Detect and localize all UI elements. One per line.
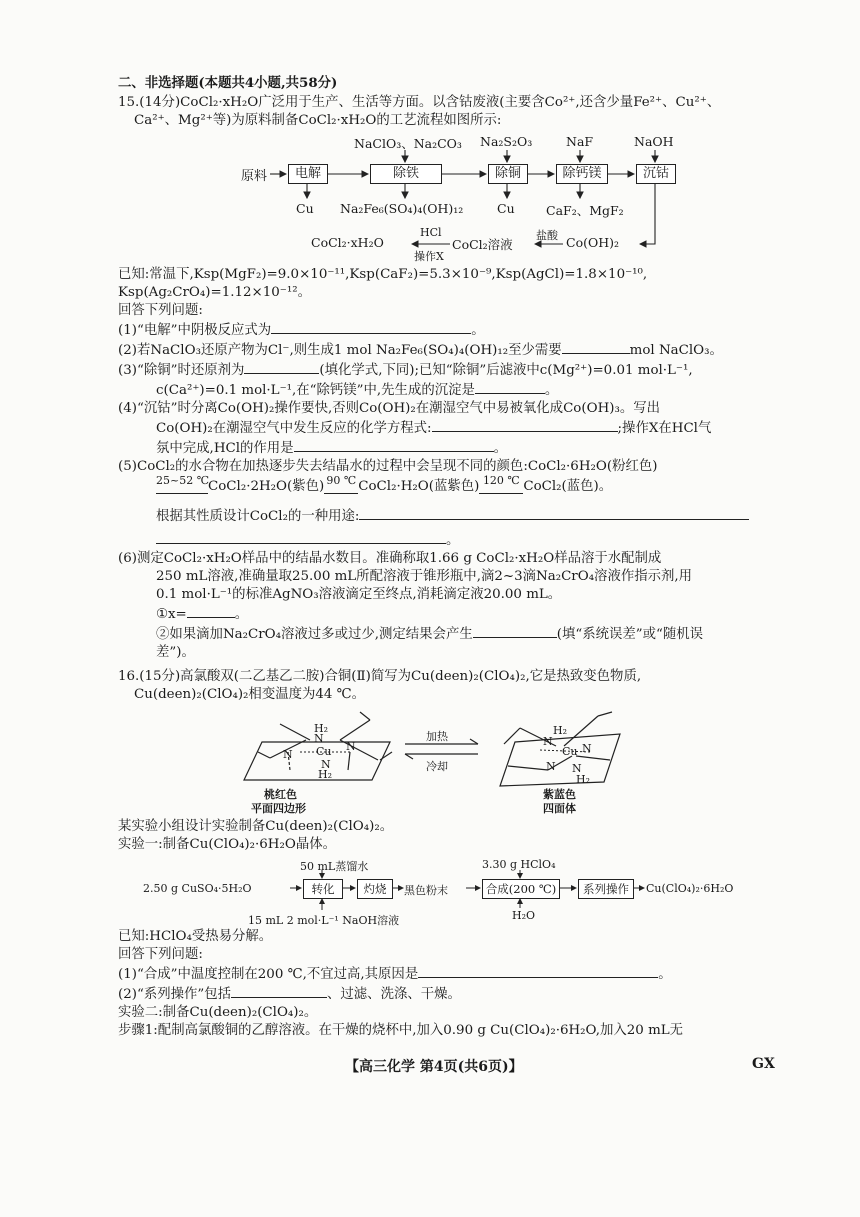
q15-part6-line2: 250 mL溶液,准确量取25.00 mL所配溶液于锥形瓶中,滴2~3滴Na₂CrO₄溶液作指示剂,用 [156, 569, 693, 584]
n-left-bottom: N [321, 758, 331, 771]
raw-material: 原料 [241, 169, 268, 184]
q15-part4-text3: 氛中完成,HCl的作用是 [156, 441, 294, 456]
h2-left-bottom: H₂ [318, 768, 333, 781]
reagent-3: NaF [566, 134, 594, 149]
q15-part6-x: ①x= [156, 607, 187, 622]
q16-part1-text: (1)“合成”中温度控制在200 ℃,不宜过高,其原因是 [118, 967, 419, 982]
q15-part5-text: 根据其性质设计CoCl₂的一种用途: [156, 509, 360, 524]
arrow-25-52: 25~52 ℃ [156, 478, 208, 496]
q15-part6-text2: (填“系统误差”或“随机误 [556, 627, 704, 642]
cobalt-hydroxide: Co(OH)₂ [566, 235, 620, 250]
n-left-2: N [346, 740, 356, 753]
reagent-2: Na₂S₂O₃ [480, 134, 533, 149]
operation-x-label: 操作X [414, 250, 444, 263]
cocl2-solution: CoCl₂溶液 [452, 237, 513, 252]
step-series-ops: 系列操作 [578, 879, 634, 899]
byproduct-1: Cu [296, 201, 314, 216]
cuclo4-product: Cu(ClO₄)₂·6H₂O [646, 882, 734, 895]
hcl-label: HCl [420, 226, 442, 239]
step-burn: 灼烧 [357, 879, 393, 899]
dihydrate: CoCl₂·2H₂O(紫色) [208, 479, 325, 494]
footer-code: GX [752, 1056, 775, 1072]
cu-right: Cu [562, 745, 578, 758]
q16-answer-prompt: 回答下列问题: [118, 947, 203, 962]
q16-flow-arrows [0, 850, 860, 930]
anhydrous: CoCl₂(蓝色)。 [523, 479, 613, 494]
h2-right-top: H₂ [553, 724, 568, 737]
final-product: CoCl₂·xH₂O [311, 235, 384, 250]
cu-left: Cu [316, 745, 332, 758]
q15-part4-text: Co(OH)₂在潮湿空气中发生反应的化学方程式: [156, 421, 432, 436]
reagent-1: NaClO₃、Na₂CO₃ [354, 136, 462, 151]
section-header: 二、非选择题(本题共4小题,共58分) [118, 75, 338, 91]
q15-known-1: 已知:常温下,Ksp(MgF₂)=9.0×10⁻¹¹,Ksp(CaF₂)=5.3×10⁻⁹,Ksp(AgCl)=1.8×10⁻¹⁰, [118, 267, 648, 282]
n-right-bottom: N [572, 762, 582, 775]
q15-intro-line2: Ca²⁺、Mg²⁺等)为原料制备CoCl₂·xH₂O的工艺流程如图所示: [134, 113, 502, 128]
q16-questions [118, 928, 783, 1040]
h2-right-bottom: H₂ [576, 773, 591, 786]
right-color: 紫蓝色 [543, 788, 576, 801]
left-color: 桃红色 [264, 788, 297, 801]
q15-answer-prompt: 回答下列问题: [118, 303, 203, 318]
arrow-120: 120 ℃ [479, 478, 523, 496]
q16-exp1-block [118, 818, 783, 854]
arrow-90: 90 ℃ [324, 478, 358, 496]
q15-part4-line1: (4)“沉钴”时分离Co(OH)₂操作要快,否则Co(OH)₂在潮湿空气中易被氧化成Co(OH)₃。写出 [118, 401, 661, 416]
right-shape: 四面体 [543, 802, 576, 815]
reagent-4: NaOH [634, 134, 674, 149]
byproduct-3: Cu [497, 201, 515, 216]
naoh-solution: 15 mL 2 mol·L⁻¹ NaOH溶液 [248, 914, 400, 927]
q15-part6-line1: (6)测定CoCl₂·xH₂O样品中的结晶水数目。准确称取1.66 g CoCl₂·xH₂O样品溶于水配制成 [118, 551, 662, 566]
step-remove-iron: 除铁 [370, 164, 442, 184]
black-powder: 黑色粉末 [404, 884, 448, 897]
q16-part2-text: (2)“系列操作”包括 [118, 987, 232, 1002]
n-right-1: N [582, 742, 592, 755]
distilled-water: 50 mL蒸馏水 [300, 860, 369, 873]
q16-part1: (1)“合成”中温度控制在200 ℃,不宜过高,其原因是 。 [118, 964, 783, 984]
heat-label: 加热 [426, 730, 448, 743]
cuso4-start: 2.50 g CuSO₄·5H₂O [143, 882, 252, 895]
q15-part5-line4: 。 [118, 530, 783, 550]
q16-part2-text2: 、过滤、洗涤、干燥。 [327, 987, 461, 1002]
q15-intro-line1: 15.(14分)CoCl₂·xH₂O广泛用于生产、生活等方面。以含钴废液(主要含Co²⁺,还含少量Fe²⁺、Cu²⁺、 [118, 95, 721, 110]
step-remove-copper: 除铜 [488, 164, 528, 184]
q16-exp1: 实验一:制备Cu(ClO₄)₂·6H₂O晶体。 [118, 837, 336, 852]
answer-blank[interactable] [418, 964, 658, 978]
q15-part6-line3: 0.1 mol·L⁻¹的标准AgNO₃溶液滴定至终点,消耗滴定液20.00 mL。 [156, 587, 562, 602]
footer-page-info: 【高三化学 第4页(共6页)】 [345, 1059, 523, 1075]
q15-known-2: Ksp(Ag₂CrO₄)=1.12×10⁻¹²。 [118, 285, 311, 300]
q15-part3-text2: (填化学式,下同);已知“除铜”后滤液中c(Mg²⁺)=0.01 mol·L⁻¹, [319, 363, 693, 378]
q16-step1: 步骤1:配制高氯酸铜的乙醇溶液。在干燥的烧杯中,加入0.90 g Cu(ClO₄)₂·6H₂O,加入20 mL无 [118, 1023, 684, 1038]
step-convert: 转化 [303, 879, 343, 899]
q16-known: 已知:HClO₄受热易分解。 [118, 929, 273, 944]
q15-part5-line1: (5)CoCl₂的水合物在加热逐步失去结晶水的过程中会呈现不同的颜色:CoCl₂·6H₂O(粉红色) [118, 459, 658, 474]
q15-part4-text2: ;操作X在HCl气 [617, 421, 712, 436]
q16-intro-line1: 16.(15分)高氯酸双(二乙基乙二胺)合铜(Ⅱ)简写为Cu(deen)₂(ClO₄)₂,它是热致变色物质, [118, 669, 642, 684]
n-right-top: N [543, 735, 553, 748]
water-input: H₂O [512, 909, 536, 922]
q16-design: 某实验小组设计实验制备Cu(deen)₂(ClO₄)₂。 [118, 819, 394, 834]
monohydrate: CoCl₂·H₂O(蓝紫色) [358, 479, 480, 494]
answer-blank[interactable] [231, 984, 327, 998]
q15-part2-text: (2)若NaClO₃还原产物为Cl⁻,则生成1 mol Na₂Fe₆(SO₄)₄(OH)₁₂至少需要 [118, 343, 562, 358]
q16-intro-line2: Cu(deen)₂(ClO₄)₂相变温度为44 ℃。 [134, 687, 366, 702]
n-left-top: N [314, 732, 324, 745]
q15-part3-line2: c(Ca²⁺)=0.1 mol·L⁻¹,在“除钙镁”中,先生成的沉淀是 。 [118, 380, 783, 400]
hydrochloric-acid-label: 盐酸 [536, 229, 558, 242]
step-precipitate-co: 沉钴 [636, 164, 676, 184]
q15-part6-line4: ①x= 。 [118, 604, 783, 624]
byproduct-2: Na₂Fe₆(SO₄)₄(OH)₁₂ [340, 201, 464, 216]
q15-part3-text: (3)“除铜”时还原剂为 [118, 363, 245, 378]
h2-left-top: H₂ [314, 722, 329, 735]
cool-label: 冷却 [426, 760, 448, 773]
q15-part6-text: ②如果滴加Na₂CrO₄溶液过多或过少,测定结果会产生 [156, 627, 473, 642]
left-shape: 平面四边形 [251, 802, 306, 815]
q15-part4-line3: 氛中完成,HCl的作用是 。 [118, 438, 783, 458]
n-left-1: N [283, 748, 293, 761]
q16-part2 [118, 984, 783, 1004]
byproduct-4: CaF₂、MgF₂ [546, 203, 624, 218]
step-electrolysis: 电解 [288, 164, 328, 184]
n-right-2: N [546, 760, 556, 773]
q15-part6-line6: 差”)。 [156, 645, 195, 660]
q15-part1: (1)“电解”中阴极反应式为 。 [118, 320, 783, 340]
q15-part2-unit: mol NaClO₃。 [629, 343, 723, 358]
q15-part1-text: (1)“电解”中阴极反应式为 [118, 323, 272, 338]
q16-exp2: 实验二:制备Cu(deen)₂(ClO₄)₂。 [118, 1005, 318, 1020]
q15-part3-text3: c(Ca²⁺)=0.1 mol·L⁻¹,在“除钙镁”中,先生成的沉淀是 [156, 383, 475, 398]
hclo4-amount: 3.30 g HClO₄ [482, 858, 556, 871]
step-synthesis: 合成(200 ℃) [482, 879, 560, 899]
step-remove-ca-mg: 除钙镁 [556, 164, 608, 184]
